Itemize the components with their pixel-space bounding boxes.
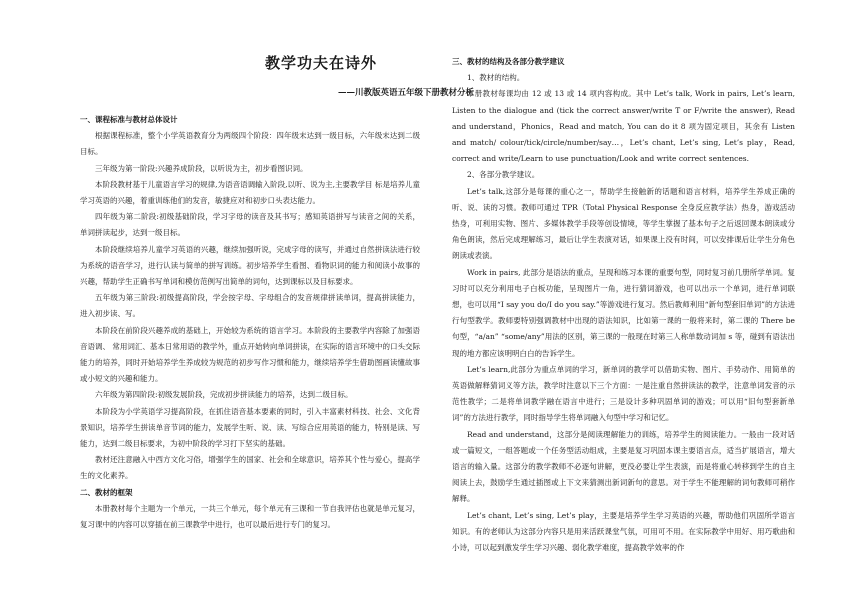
paragraph: Read and understand，这部分是阅读理解能力的训练，培养学生的阅读能力。一般由一段对话或一篇短文，一组答题或一个任务型活动组成，主要是复习巩固本课主要语言点，适当扩展语言，增大语言的输入量。这部分的教学教师不必逐句讲解，更没必要让学生表演，而是将重心转移到学生的自主阅读上去，鼓励学生通过插图或上下文来猜测出新词新句的意思。对于学生不能理解的词句教师可稍作解释。 [452,429,795,504]
paragraph: 本册教材每个主题为一个单元，一共三个单元，每个单元有三课和一节自我评估也就是单元复习，复习课中的内容可以穿插在前三课教学中进行，也可以最后进行专门的复习。 [80,503,420,530]
paragraph: 三年级为第一阶段:兴趣养成阶段，以听说为主，初步看图识词。 [95,163,308,173]
right-body-text [452,54,795,556]
paragraph: 本阶段教材基于儿童语言学习的规律,为语音语调输入阶段,以听、说为主,主要教学目 标是培养儿童学习英语的兴趣，着重训练他们的发音，敏捷应对和初步口头表达能力。 [80,179,420,206]
section-heading: 一、课程标准与教材总体设计 [80,115,178,124]
left-body-text [80,112,420,533]
paragraph: 四年级为第二阶段:初级基础阶段，学习字母的读音及其书写；感知英语拼写与读音之间的关系，单词拼读起步，达到一级目标。 [80,212,420,238]
document-title: 教学功夫在诗外 [265,54,378,72]
paragraph: Work in pairs, 此部分是语法的重点，呈现和练习本课的重要句型，同时复习前几册所学单词。复习时可以充分利用电子白板功能，呈现图片一角，进行猜词游戏，也可以出示一个单词，进行单词联想，也可以用“I say you do/I do you say.”等游戏进行复习。然后教师利用“新句型套旧单词”的方法进行句型教学。教师要特别强调教材中出现的语法知识，比如第一课的一般将来时，第二课的 There be 句型，“a/an” “some/any”用法的区别，第三课的一般现在时第三人称单数动词加 s 等，碰到有语法出现的地方都应该明明白白的告诉学生。 [452,267,795,358]
paragraph: Let’s talk,这部分是每课的重心之一，帮助学生接触新的话题和语言材料，培养学生养成正确的听、说、读的习惯。教师可通过 TPR（Total Physical Response 全身反应教学法）热身，游戏活动热身，可利用实物、图片、多媒体教学手段等创设情境，等学生掌握了基本句子之后返回课本朗读或分角色朗读，然后完成理解练习，最后让学生表演对话，如果课上没有时间，可以安排课后让学生分角色朗读或表演。 [452,186,795,261]
paragraph: 本册教材每课均由 12 或 13 或 14 项内容构成。其中 Let’s talk, Work in pairs, Let’s learn, Listen to the dialogue and (tick the correct answer/write T or F/write the answer), Read and understand，Phonics，Read and match, You can do it 8 项为固定项目，其余有 Listen and match/ colour/tick/circle/number/say…，Let’s chant, Let’s sing, Let’s play，Read, correct and write/Learn to use punctuation/Look and write correct sentences. [452,89,795,164]
paragraph: 教材还注意融入中西方文化习俗，增强学生的国家、社会和全球意识，培养其个性与爱心，提高学生的文化素养。 [80,455,420,481]
paragraph: Let’s learn,此部分为重点单词的学习，新单词的教学可以借助实物、图片、手势动作、用简单的英语做解释猜词义等方法，教学时注意以下三个方面：一是注重自然拼读法的教学，注意单词发音的示范性教学；二是将单词教学融在语言中进行；三是设计多种巩固单词的游戏；可以用“旧句型套新单词”的方法进行教学，同时指导学生将单词融入句型中学习和记忆。 [452,364,795,423]
paragraph: 六年级为第四阶段:初级发展阶段，完成初步拼读能力的培养，达到二级目标。 [95,390,353,400]
paragraph: 1、教材的结构。 [467,73,525,83]
paragraph: 本阶段继续培养儿童学习英语的兴趣，继续加强听说，完成字母的读写，并通过自然拼读法进行较为系统的语音学习，进行认读与简单的拼写训练。初步培养学生看图、看物识词的能力和阅读小故事的兴趣，帮助学生正确书写单词和模仿范例写出简单的词句，达到课标以及目标要求。 [80,244,420,287]
paragraph: Let’s chant, Let’s sing, Let’s play，主要是培养学生学习英语的兴趣，帮助他们巩固所学语言知识。有的老师认为这部分内容只是用来活跃课堂气氛，可用可不用。在实际教学中用好、用巧歌曲和小诗，可以起到激发学生学习兴趣、弱化教学难度，提高教学效率的作 [452,510,795,553]
paragraph: 根据课程标准，整个小学英语教育分为两级四个阶段：四年级末达到一级目标，六年级末达到二级目标。 [80,131,420,157]
paragraph: 五年级为第三阶段:初级提高阶段，学会按字母、字母组合的发音规律拼读单词，提高拼读能力，进入初步读、写。 [80,293,420,319]
section-heading: 二、教材的框架 [80,487,133,497]
section-heading: 三、教材的结构及各部分教学建议 [452,57,565,66]
paragraph: 本阶段为小学英语学习提高阶段，在抓住语音基本要素的同时，引入丰富素材科技、社会、文化背景知识，培养学生拼读单音节词的能力，发展学生听、说、读、写综合应用英语的能力，特别是读、写能力，达到二级目标要求，为初中阶段的学习打下坚实的基础。 [80,406,420,449]
paragraph: 2、各部分教学建议。 [467,170,540,180]
document-subtitle: ——川教版英语五年级下册教材分析 [338,88,475,98]
paragraph: 本阶段在前阶段兴趣养成的基础上，开始较为系统的语言学习。本阶段的主要教学内容除了加强语音语调、 常用词汇、基本日常用语的教学外，重点开始转向单词拼读，在实际的语言环境中的口头交际能力的培养，同时开始培养学生养成较为规范的初步写作习惯和能力，继续培养学生借助图画读懂故事或小短文的兴趣和能力。 [80,325,420,384]
